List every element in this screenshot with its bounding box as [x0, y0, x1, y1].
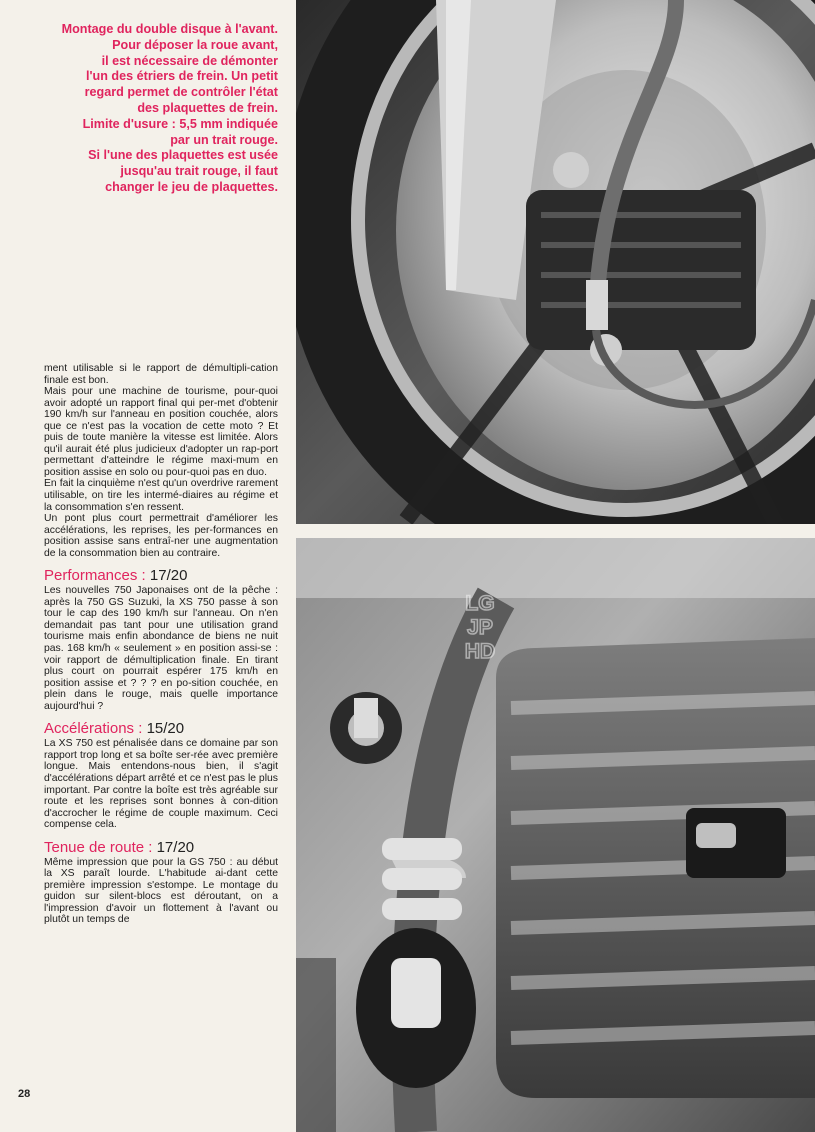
section-score: 15/20 [146, 720, 185, 738]
watermark-line: HD [464, 640, 496, 663]
caption-line: il est nécessaire de démonter [101, 53, 278, 68]
caption-line: jusqu'au trait rouge, il faut [120, 164, 278, 179]
caption-line: l'un des étriers de frein. Un petit [86, 69, 278, 84]
watermark-line: JP [467, 616, 493, 639]
article-column [44, 363, 278, 926]
caption-line: Montage du double disque à l'avant. [61, 22, 278, 36]
section-heading-label: Accélérations : [44, 720, 143, 738]
section-heading-label: Tenue de route : [44, 838, 153, 856]
page-number: 28 [18, 1088, 31, 1100]
watermark-line: LG [465, 592, 495, 615]
caliper-closeup-illustration [296, 538, 815, 1132]
caption-line: regard permet de contrôler l'état [84, 85, 278, 100]
article-paragraph: La XS 750 est pénalisée dans ce domaine par son rapport trop long et sa boîte ser-rée avec première longue. Mais entendons-nous bien, il s'agit d'accélérations départ arrêté et ce n'est pas le plus important. Par contre la boîte est très agréable sur route et les reprises sont bonnes à con-dition d'accrocher le régime de couple maximum. Ceci compense cela. [44, 738, 278, 831]
section-heading-performances [44, 567, 278, 584]
section-score: 17/20 [156, 838, 195, 856]
article-paragraph: Les nouvelles 750 Japonaises ont de la pêche : après la 750 GS Suzuki, la XS 750 passe à son tour le cap des 190 km/h sur l'anneau. On n'en demandait pas tant pour une utilisation grand tourisme mais enfin abondance de biens ne nuit pas. 168 km/h « seulement » en position assi-se : voir rapport de démultiplication finale. En tirant plus court on pourrait espérer 175 km/h en position assise et ? ? ? en po-sition couchée, en plein dans le rouge, mais quelle importance aujourd'hui ? [44, 585, 278, 712]
caption-line: Limite d'usure : 5,5 mm indiquée [82, 116, 278, 131]
brake-disc-illustration [296, 0, 815, 524]
caption-line: des plaquettes de frein. [137, 100, 278, 115]
article-paragraph: Même impression que pour la GS 750 : au début la XS paraît lourde. L'habitude ai-dant cette première impression s'estompe. Le montage du guidon sur silent-blocs est déroutant, on a l'impression d'avoir un flottement à l'avant ou plutôt un temps de [44, 856, 278, 926]
caption-line: Pour déposer la roue avant, [112, 37, 278, 52]
photo-caption [40, 22, 278, 196]
article-paragraph: Un pont plus court permettrait d'améliorer les accélérations, les reprises, les per-formances en position assise sans entraî-ner une augmentation de la consommation bien au contraire. [44, 513, 278, 559]
watermark-logo [440, 586, 520, 666]
article-paragraph: ment utilisable si le rapport de démultipli-cation finale est bon. [44, 363, 278, 386]
watermark-logo-icon [440, 586, 520, 666]
section-score: 17/20 [149, 567, 188, 585]
caption-line: Si l'une des plaquettes est usée [88, 148, 278, 163]
caption-line: par un trait rouge. [170, 132, 278, 147]
section-heading-accelerations [44, 720, 278, 737]
caption-line: changer le jeu de plaquettes. [105, 179, 278, 194]
photo-caliper-closeup [296, 538, 815, 1132]
section-heading-label: Performances : [44, 567, 146, 585]
photo-front-disc-brake [296, 0, 815, 524]
article-paragraph: Mais pour une machine de tourisme, pour-quoi avoir adopté un rapport final qui per-met d'obtenir 190 km/h sur l'anneau en position couchée, alors que ce n'est pas la vocation de cette moto ? Et puis de toute manière la vitesse est limitée. Alors qu'il aurait été plus judicieux d'adopter un rap-port permettant d'atteindre le régime maxi-mum en position assise en solo ou pour-quoi pas en duo. [44, 386, 278, 478]
article-paragraph: En fait la cinquième n'est qu'un overdrive rarement utilisable, on tire les intermé-diaires au régime et la consommation s'en ressent. [44, 478, 278, 513]
section-heading-tenue-de-route [44, 839, 278, 856]
